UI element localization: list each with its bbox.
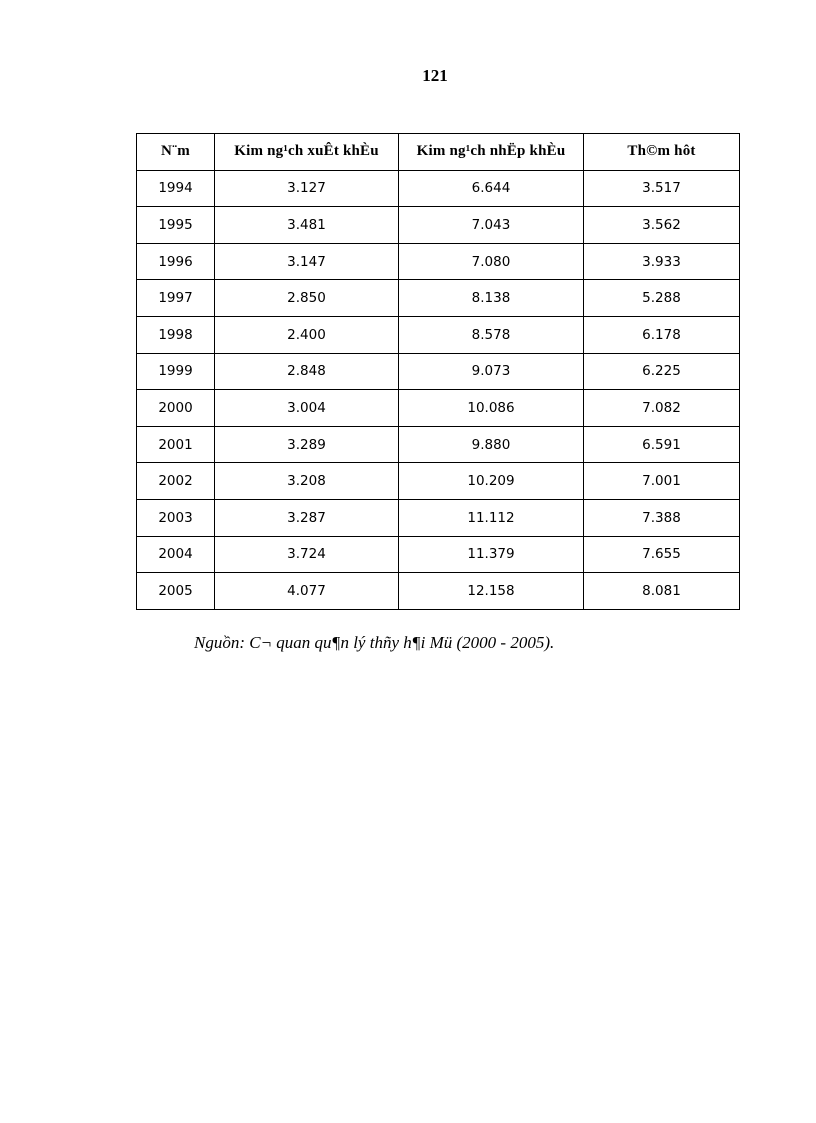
export-cell: 2.400 xyxy=(215,316,399,353)
trade-table xyxy=(136,133,740,610)
import-cell: 9.073 xyxy=(399,353,584,390)
header-deficit: Th©m hôt xyxy=(584,134,740,171)
import-cell: 12.158 xyxy=(399,573,584,610)
table-row xyxy=(137,243,740,280)
table-header-row xyxy=(137,134,740,171)
export-cell: 4.077 xyxy=(215,573,399,610)
year-cell: 1997 xyxy=(137,280,215,317)
import-cell: 10.209 xyxy=(399,463,584,500)
import-cell: 7.080 xyxy=(399,243,584,280)
export-cell: 3.287 xyxy=(215,499,399,536)
deficit-cell: 7.001 xyxy=(584,463,740,500)
table-row xyxy=(137,573,740,610)
header-export: Kim ng¹ch xuÊt khÈu xyxy=(215,134,399,171)
deficit-cell: 8.081 xyxy=(584,573,740,610)
deficit-cell: 6.225 xyxy=(584,353,740,390)
table-row xyxy=(137,280,740,317)
export-cell: 2.848 xyxy=(215,353,399,390)
import-cell: 6.644 xyxy=(399,170,584,207)
page-number: 121 xyxy=(422,66,448,85)
year-cell: 1998 xyxy=(137,316,215,353)
year-cell: 2002 xyxy=(137,463,215,500)
export-cell: 3.208 xyxy=(215,463,399,500)
header-import: Kim ng¹ch nhËp khÈu xyxy=(399,134,584,171)
export-cell: 3.004 xyxy=(215,390,399,427)
header-year: N¨m xyxy=(137,134,215,171)
table-body xyxy=(137,170,740,609)
export-cell: 3.289 xyxy=(215,426,399,463)
export-cell: 3.724 xyxy=(215,536,399,573)
table-row xyxy=(137,353,740,390)
export-cell: 3.127 xyxy=(215,170,399,207)
deficit-cell: 3.517 xyxy=(584,170,740,207)
deficit-cell: 6.178 xyxy=(584,316,740,353)
export-cell: 3.481 xyxy=(215,207,399,244)
table-row xyxy=(137,316,740,353)
deficit-cell: 7.082 xyxy=(584,390,740,427)
year-cell: 2003 xyxy=(137,499,215,536)
deficit-cell: 3.562 xyxy=(584,207,740,244)
year-cell: 2005 xyxy=(137,573,215,610)
year-cell: 2001 xyxy=(137,426,215,463)
export-cell: 3.147 xyxy=(215,243,399,280)
export-cell: 2.850 xyxy=(215,280,399,317)
import-cell: 8.578 xyxy=(399,316,584,353)
table-row xyxy=(137,207,740,244)
table-row xyxy=(137,390,740,427)
year-cell: 1999 xyxy=(137,353,215,390)
deficit-cell: 7.655 xyxy=(584,536,740,573)
deficit-cell: 6.591 xyxy=(584,426,740,463)
deficit-cell: 7.388 xyxy=(584,499,740,536)
import-cell: 8.138 xyxy=(399,280,584,317)
import-cell: 7.043 xyxy=(399,207,584,244)
import-cell: 10.086 xyxy=(399,390,584,427)
table-row xyxy=(137,499,740,536)
table-row xyxy=(137,536,740,573)
year-cell: 1995 xyxy=(137,207,215,244)
import-cell: 11.379 xyxy=(399,536,584,573)
import-cell: 11.112 xyxy=(399,499,584,536)
table-row xyxy=(137,170,740,207)
table-row xyxy=(137,426,740,463)
deficit-cell: 5.288 xyxy=(584,280,740,317)
source-note: Nguồn: C¬ quan qu¶n lý thñy h¶i Mü (2000 - 2005). xyxy=(194,633,555,652)
table-row xyxy=(137,463,740,500)
year-cell: 1996 xyxy=(137,243,215,280)
import-cell: 9.880 xyxy=(399,426,584,463)
deficit-cell: 3.933 xyxy=(584,243,740,280)
year-cell: 2004 xyxy=(137,536,215,573)
year-cell: 2000 xyxy=(137,390,215,427)
year-cell: 1994 xyxy=(137,170,215,207)
